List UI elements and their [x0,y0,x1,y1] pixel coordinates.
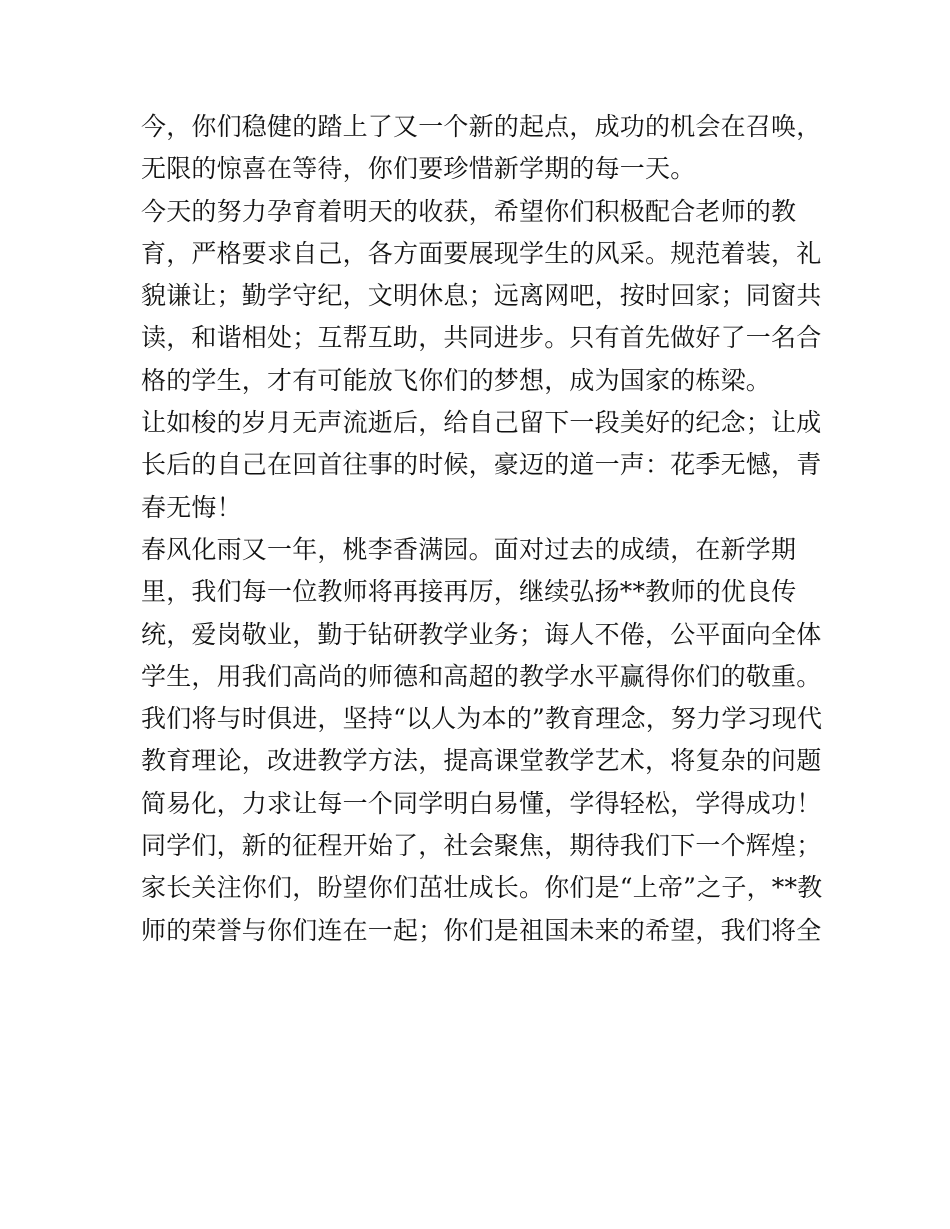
text-line: 师的荣誉与你们连在一起；你们是祖国未来的希望，我们将全 [141,915,822,945]
text-line: 学生，用我们高尚的师德和高超的教学水平赢得你们的敬重。 [141,661,822,691]
text-line: 让如梭的岁月无声流逝后，给自己留下一段美好的纪念；让成 [141,408,822,438]
body-text [141,106,821,952]
text-line: 春风化雨又一年，桃李香满园。面对过去的成绩，在新学期 [141,534,797,564]
text-line: 教育理论，改进教学方法，提高课堂教学艺术，将复杂的问题 [141,746,822,776]
text-line: 简易化，力求让每一个同学明白易懂，学得轻松，学得成功！ [141,788,822,818]
text-line: 家长关注你们，盼望你们茁壮成长。你们是“上帝”之子，**教 [141,873,823,903]
text-line: 今，你们稳健的踏上了又一个新的起点，成功的机会在召唤， [141,112,822,141]
text-line: 同学们，新的征程开始了，社会聚焦，期待我们下一个辉煌； [141,831,822,861]
text-line: 我们将与时俱进，坚持“以人为本的”教育理念，努力学习现代 [141,704,823,734]
text-line: 统，爱岗敬业，勤于钻研教学业务；诲人不倦，公平面向全体 [141,619,822,649]
text-line: 育，严格要求自己，各方面要展现学生的风采。规范着装，礼 [141,238,822,268]
text-line: 长后的自己在回首往事的时候，豪迈的道一声：花季无憾，青 [141,450,822,480]
text-line: 无限的惊喜在等待，你们要珍惜新学期的每一天。 [141,154,696,184]
text-line: 今天的努力孕育着明天的收获，希望你们积极配合老师的教 [141,196,797,226]
text-line: 里，我们每一位教师将再接再厉，继续弘扬**教师的优良传 [141,577,797,607]
text-line: 读，和谐相处；互帮互助，共同进步。只有首先做好了一名合 [141,323,822,353]
text-line: 春无悔！ [141,492,242,522]
text-line: 貌谦让；勤学守纪，文明休息；远离网吧，按时回家；同窗共 [141,281,822,311]
text-line: 格的学生，才有可能放飞你们的梦想，成为国家的栋梁。 [141,365,772,395]
